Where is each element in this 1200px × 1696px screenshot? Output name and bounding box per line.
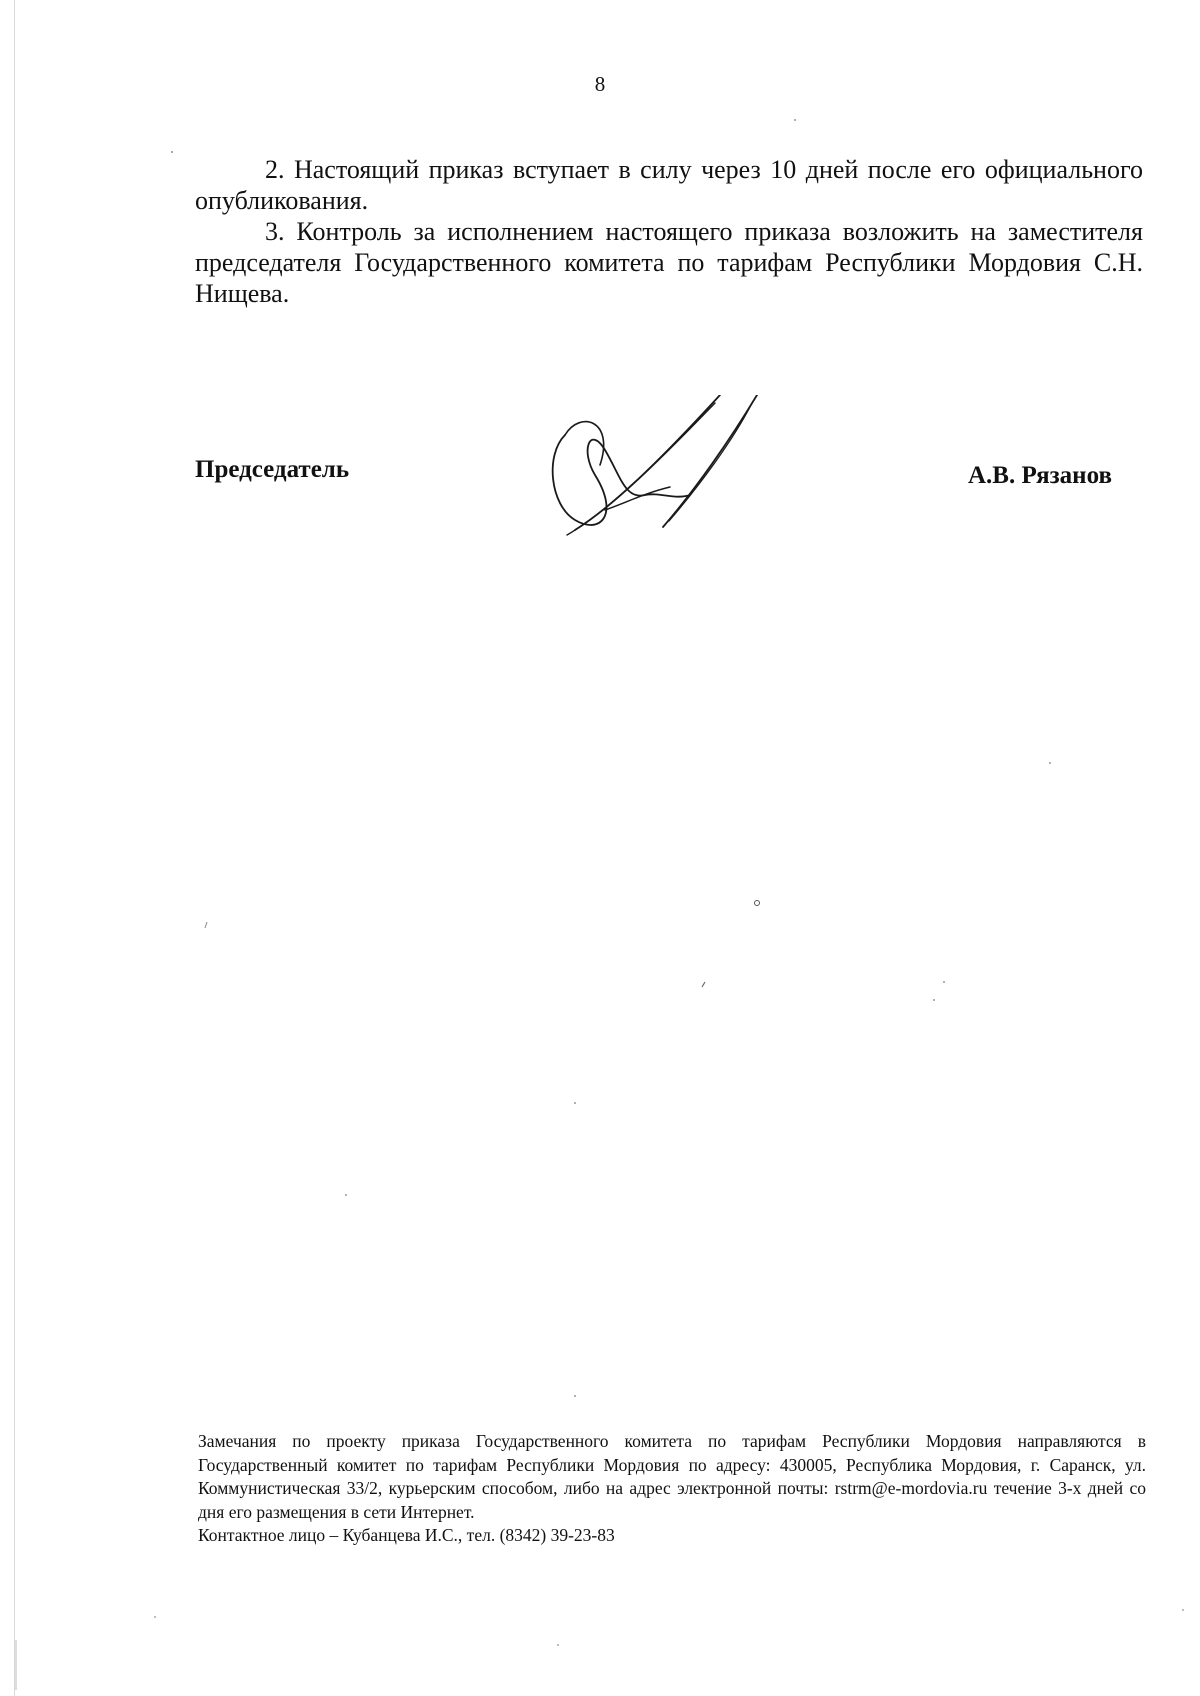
signatory-role: Председатель [195,456,350,483]
handwritten-signature [545,395,825,585]
paragraph-3: 3. Контроль за исполнением настоящего приказа возложить на заместителя председателя Государственного комитета по тарифам Республики Мордовия С.Н. Нищева. [195,217,1143,308]
scan-edge-line [14,0,15,1696]
footer-notice [198,1430,1146,1548]
paragraph-2: 2. Настоящий приказ вступает в силу через 10 дней после его официального опубликования. [195,155,1143,215]
footer-notice-text: Замечания по проекту приказа Государственного комитета по тарифам Республики Мордовия направляются в Государственный комитет по тарифам Республики Мордовия по адресу: 430005, Республика Мордовия, г. Саранск, ул. Коммунистическая 33/2, курьерским способом, либо на адрес электронной почты: rstrm@e-mordovia.ru течение 3-х дней со дня его размещения в сети Интернет. [198,1431,1146,1522]
footer-contact: Контактное лицо – Кубанцева И.С., тел. (8342) 39-23-83 [198,1525,615,1545]
order-body [195,154,1143,309]
page-number: 8 [594,72,606,96]
signatory-name: А.В. Рязанов [968,462,1112,489]
